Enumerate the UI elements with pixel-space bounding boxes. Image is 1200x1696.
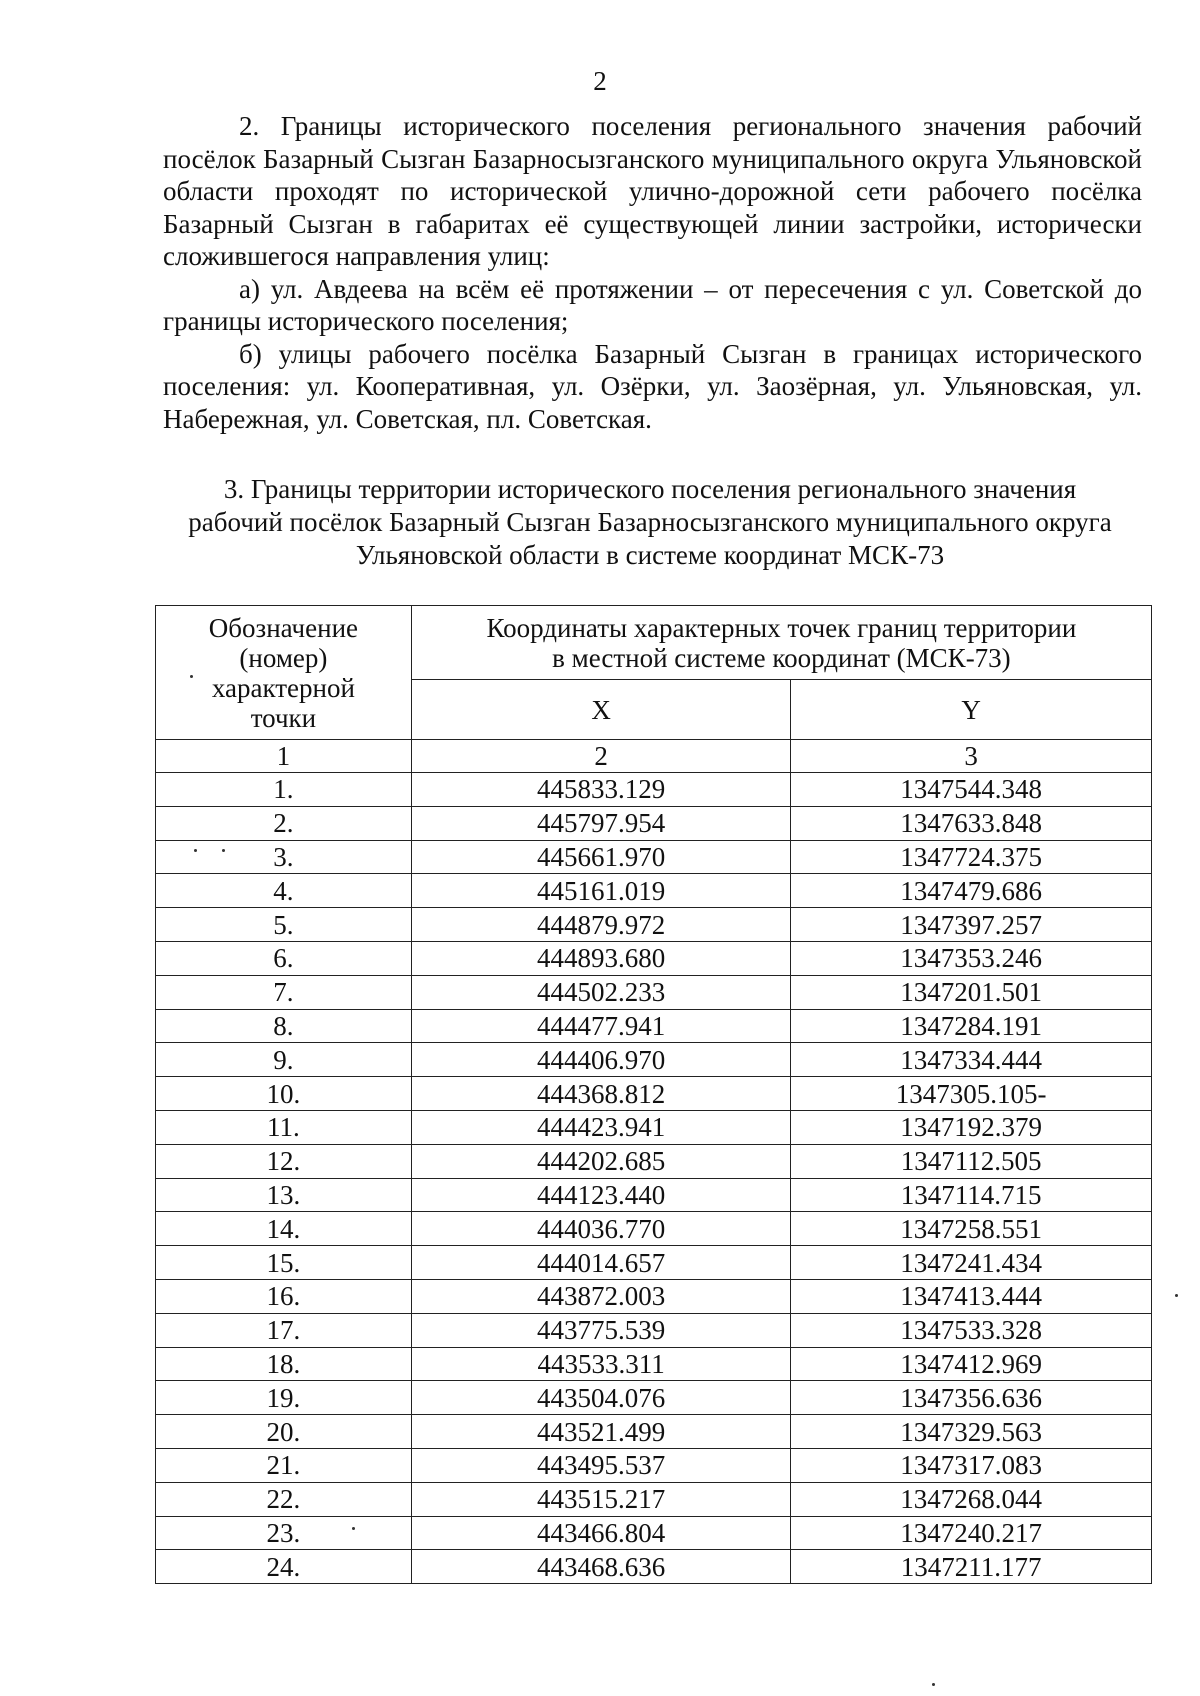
section-3-title-line: рабочий посёлок Базарный Сызган Базарносызганского муниципального округа xyxy=(188,507,1112,537)
section-2-item-a: а) ул. Авдеева на всём её протяжении – от пересечения с ул. Советской до границы исторического поселения; xyxy=(163,273,1142,336)
x-cell: 444893.680 xyxy=(411,941,791,975)
y-cell: 1347413.444 xyxy=(791,1279,1152,1313)
table-row xyxy=(156,874,1152,908)
point-cell: 22. xyxy=(156,1482,412,1516)
table-row xyxy=(156,1516,1152,1550)
header-point-line: точки xyxy=(250,702,317,733)
scan-speck xyxy=(222,849,225,852)
y-cell: 1347533.328 xyxy=(791,1313,1152,1347)
y-cell: 1347334.444 xyxy=(791,1043,1152,1077)
y-cell: 1347633.848 xyxy=(791,806,1152,840)
point-cell: 2. xyxy=(156,806,412,840)
table-row xyxy=(156,1043,1152,1077)
table-row xyxy=(156,1110,1152,1144)
y-cell: 1347305.105- xyxy=(791,1077,1152,1111)
table-row xyxy=(156,1212,1152,1246)
header-coordinates xyxy=(411,606,1151,680)
y-cell: 1347258.551 xyxy=(791,1212,1152,1246)
x-cell: 443533.311 xyxy=(411,1347,791,1381)
x-cell: 444477.941 xyxy=(411,1009,791,1043)
x-cell: 444879.972 xyxy=(411,908,791,942)
table-row xyxy=(156,1381,1152,1415)
header-point-line: (номер) xyxy=(239,642,328,673)
point-cell: 3. xyxy=(156,840,412,874)
table-row xyxy=(156,941,1152,975)
point-cell: 6. xyxy=(156,941,412,975)
point-cell: 10. xyxy=(156,1077,412,1111)
x-cell: 444368.812 xyxy=(411,1077,791,1111)
column-number: 1 xyxy=(156,740,412,773)
table-row xyxy=(156,1482,1152,1516)
x-cell: 445661.970 xyxy=(411,840,791,874)
x-cell: 443872.003 xyxy=(411,1279,791,1313)
scan-speck xyxy=(194,849,197,852)
point-cell: 16. xyxy=(156,1279,412,1313)
x-cell: 443775.539 xyxy=(411,1313,791,1347)
y-cell: 1347544.348 xyxy=(791,773,1152,807)
section-2-paragraph: 2. Границы исторического поселения регионального значения рабочий посёлок Базарный Сызган Базарносызганского муниципального округа Ульяновской области проходят по исторической улично-дорожной сети рабочего посёлка Базарный Сызган в габаритах её существующей линии застройки, исторически сложившегося направления улиц: xyxy=(163,111,1142,271)
point-cell: 24. xyxy=(156,1550,412,1584)
x-cell: 443515.217 xyxy=(411,1482,791,1516)
y-cell: 1347201.501 xyxy=(791,975,1152,1009)
header-point-line: Обозначение xyxy=(208,612,358,643)
point-cell: 7. xyxy=(156,975,412,1009)
table-row xyxy=(156,975,1152,1009)
coordinates-table xyxy=(155,605,1152,1584)
section-3-title-line: 3. Границы территории исторического поселения регионального значения xyxy=(223,474,1077,504)
x-cell: 443504.076 xyxy=(411,1381,791,1415)
coordinates-table-body xyxy=(156,773,1152,1584)
x-cell: 444423.941 xyxy=(411,1110,791,1144)
point-cell: 5. xyxy=(156,908,412,942)
x-cell: 443495.537 xyxy=(411,1448,791,1482)
y-cell: 1347329.563 xyxy=(791,1415,1152,1449)
header-coords-line: в местной системе координат (МСК-73) xyxy=(552,642,1011,673)
y-cell: 1347353.246 xyxy=(791,941,1152,975)
table-row xyxy=(156,908,1152,942)
point-cell: 1. xyxy=(156,773,412,807)
y-cell: 1347241.434 xyxy=(791,1246,1152,1280)
column-number: 3 xyxy=(791,740,1152,773)
column-number: 2 xyxy=(411,740,791,773)
x-cell: 444502.233 xyxy=(411,975,791,1009)
point-cell: 23. xyxy=(156,1516,412,1550)
x-cell: 443521.499 xyxy=(411,1415,791,1449)
header-point-designation xyxy=(156,606,412,740)
y-cell: 1347268.044 xyxy=(791,1482,1152,1516)
x-cell: 444036.770 xyxy=(411,1212,791,1246)
table-row xyxy=(156,1009,1152,1043)
y-cell: 1347317.083 xyxy=(791,1448,1152,1482)
x-cell: 443466.804 xyxy=(411,1516,791,1550)
scan-speck xyxy=(190,675,193,678)
y-cell: 1347724.375 xyxy=(791,840,1152,874)
table-row xyxy=(156,1415,1152,1449)
point-cell: 19. xyxy=(156,1381,412,1415)
table-row xyxy=(156,840,1152,874)
section-3-title-line: Ульяновской области в системе координат МСК-73 xyxy=(355,540,945,570)
x-cell: 444014.657 xyxy=(411,1246,791,1280)
x-cell: 445797.954 xyxy=(411,806,791,840)
y-cell: 1347192.379 xyxy=(791,1110,1152,1144)
scan-speck xyxy=(932,1683,935,1686)
header-coords-line: Координаты характерных точек границ территории xyxy=(486,612,1077,643)
table-row xyxy=(156,1246,1152,1280)
point-cell: 18. xyxy=(156,1347,412,1381)
y-cell: 1347397.257 xyxy=(791,908,1152,942)
table-row xyxy=(156,1313,1152,1347)
table-row xyxy=(156,1077,1152,1111)
point-cell: 17. xyxy=(156,1313,412,1347)
section-2-text xyxy=(163,110,1142,435)
point-cell: 21. xyxy=(156,1448,412,1482)
x-cell: 444123.440 xyxy=(411,1178,791,1212)
y-cell: 1347114.715 xyxy=(791,1178,1152,1212)
table-row xyxy=(156,1550,1152,1584)
point-cell: 13. xyxy=(156,1178,412,1212)
x-cell: 443468.636 xyxy=(411,1550,791,1584)
table-row xyxy=(156,773,1152,807)
y-cell: 1347479.686 xyxy=(791,874,1152,908)
scan-speck xyxy=(352,1527,355,1530)
x-cell: 445161.019 xyxy=(411,874,791,908)
point-cell: 12. xyxy=(156,1144,412,1178)
y-cell: 1347211.177 xyxy=(791,1550,1152,1584)
header-y: Y xyxy=(791,680,1152,740)
table-row xyxy=(156,1144,1152,1178)
y-cell: 1347356.636 xyxy=(791,1381,1152,1415)
point-cell: 14. xyxy=(156,1212,412,1246)
point-cell: 15. xyxy=(156,1246,412,1280)
page-number: 2 xyxy=(593,66,607,96)
section-2-item-b: б) улицы рабочего посёлка Базарный Сызган в границах исторического поселения: ул. Кооперативная, ул. Озёрки, ул. Заозёрная, ул. Ульяновская, ул. Набережная, ул. Советская, пл. Советская. xyxy=(163,338,1142,434)
table-row xyxy=(156,1178,1152,1212)
x-cell: 444406.970 xyxy=(411,1043,791,1077)
point-cell: 8. xyxy=(156,1009,412,1043)
table-row xyxy=(156,806,1152,840)
point-cell: 11. xyxy=(156,1110,412,1144)
x-cell: 445833.129 xyxy=(411,773,791,807)
scan-speck xyxy=(1175,1294,1178,1297)
table-row xyxy=(156,1347,1152,1381)
section-3-title xyxy=(150,473,1150,572)
x-cell: 444202.685 xyxy=(411,1144,791,1178)
table-row xyxy=(156,1448,1152,1482)
point-cell: 9. xyxy=(156,1043,412,1077)
y-cell: 1347112.505 xyxy=(791,1144,1152,1178)
point-cell: 4. xyxy=(156,874,412,908)
y-cell: 1347412.969 xyxy=(791,1347,1152,1381)
header-point-line: характерной xyxy=(211,672,355,703)
point-cell: 20. xyxy=(156,1415,412,1449)
y-cell: 1347284.191 xyxy=(791,1009,1152,1043)
table-row xyxy=(156,1279,1152,1313)
header-x: X xyxy=(411,680,791,740)
y-cell: 1347240.217 xyxy=(791,1516,1152,1550)
